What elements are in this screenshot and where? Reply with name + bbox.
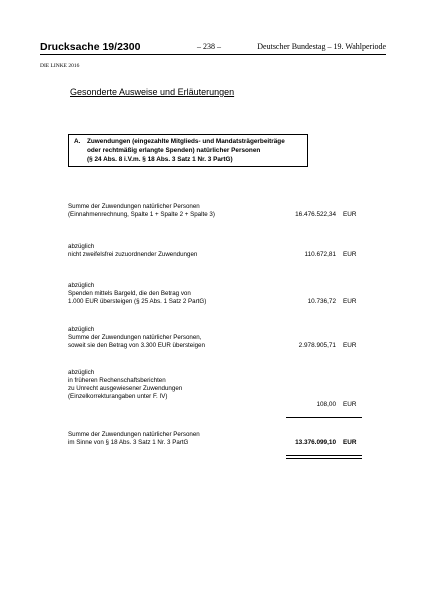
section-a-heading [87,137,305,164]
item-line: abzüglich [68,282,95,289]
item-description [68,282,206,306]
item-amount: 108,00 [316,401,336,408]
party-label: DIE LINKE 2016 [40,63,80,69]
item-currency: EUR [343,251,357,258]
item-amount: 16.476.522,34 [295,211,336,218]
item-line: Summe der Zuwendungen natürlicher Personen [68,203,200,210]
document-number-prefix: Drucksache 19/ [40,41,118,53]
item-line: abzüglich [68,369,95,376]
total-description [68,431,200,447]
total-currency: EUR [343,439,357,446]
total-amount: 13.376.099,10 [295,439,336,446]
item-description [68,243,197,259]
item-line: soweit sie den Betrag von 3.300 EUR übersteigen [68,342,205,349]
item-line: (Einzelkorrekturangaben unter F. IV) [68,393,168,400]
item-line: abzüglich [68,326,95,333]
item-line: 1.000 EUR übersteigen (§ 25 Abs. 1 Satz 2 PartG) [68,298,207,305]
total-double-rule-top [286,455,362,456]
document-number [40,41,140,53]
document-number-value: 2300 [117,41,141,53]
item-currency: EUR [343,211,357,218]
item-line: in früheren Rechenschaftsberichten [68,377,166,384]
section-a-line: (§ 24 Abs. 8 i.V.m. § 18 Abs. 3 Satz 1 Nr. 3 PartG) [87,156,233,163]
item-amount: 2.978.905,71 [298,342,336,349]
item-line: abzüglich [68,243,95,250]
item-currency: EUR [343,401,357,408]
section-title: Gesonderte Ausweise und Erläuterungen [70,87,235,97]
page-number: – 238 – [197,42,221,51]
section-a-line: oder rechtmäßig erlangte Spenden) natürlicher Personen [87,147,261,154]
header-publication: Deutscher Bundestag – 19. Wahlperiode [257,42,386,51]
section-a-letter: A. [74,138,81,145]
item-line: im Sinne von § 18 Abs. 3 Satz 1 Nr. 3 PartG [68,439,189,446]
item-currency: EUR [343,298,357,305]
item-amount: 10.736,72 [307,298,336,305]
item-description [68,326,205,350]
item-line: zu Unrecht ausgewiesener Zuwendungen [68,385,183,392]
item-line: (Einnahmenrechnung, Spalte 1 + Spalte 2 + Spalte 3) [68,211,215,218]
header-rule [40,54,386,55]
subtotal-rule [286,417,362,418]
item-line: Spenden mittels Bargeld, die den Betrag von [68,290,191,297]
section-a-box [68,134,308,167]
total-double-rule-bottom [286,458,362,459]
item-line: Summe der Zuwendungen natürlicher Personen [68,431,200,438]
item-description [68,203,215,219]
item-currency: EUR [343,342,357,349]
item-description [68,369,182,401]
item-line: Summe der Zuwendungen natürlicher Personen, [68,334,202,341]
section-a-line: Zuwendungen (eingezahlte Mitglieds- und Mandatsträgerbeiträge [87,138,285,145]
item-amount: 110.672,81 [304,251,336,258]
item-line: nicht zweifelsfrei zuzuordnender Zuwendungen [68,251,198,258]
